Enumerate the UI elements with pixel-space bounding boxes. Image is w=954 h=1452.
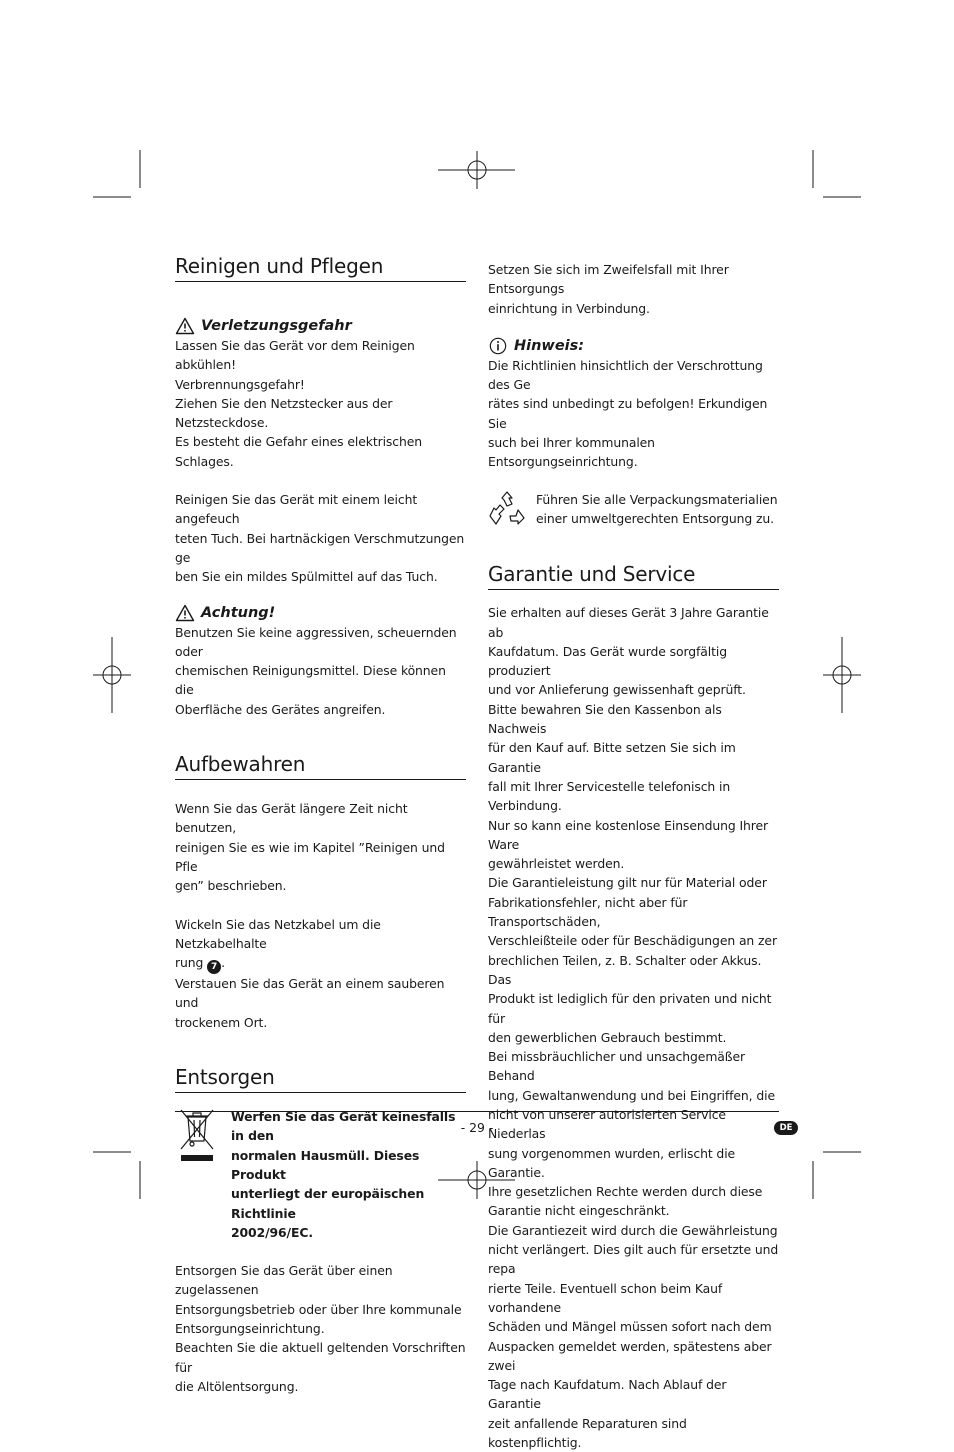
- disposal-text-continued: Setzen Sie sich im Zweifelsfall mit Ihrer Entsorgungs einrichtung in Verbindung.: [488, 262, 729, 316]
- info-icon: [488, 337, 508, 355]
- weee-text: Werfen Sie das Gerät keinesfalls in den normalen Hausmüll. Dieses Produkt unterliegt der europäischen Richtlinie 2002/96/EC.: [231, 1109, 456, 1240]
- section-title-reinigen: Reinigen und Pflegen: [175, 254, 466, 282]
- part-number-badge: 7: [207, 960, 221, 974]
- section-title-aufbewahren: Aufbewahren: [175, 752, 466, 780]
- section-title-garantie: Garantie und Service: [488, 562, 779, 590]
- warning-text: Lassen Sie das Gerät vor dem Reinigen abkühlen! Verbrennungsgefahr! Ziehen Sie den Netzstecker aus der Netzsteckdose. Es besteht die Gefahr eines elektrischen Schlages.: [175, 338, 423, 469]
- section-title-entsorgen: Entsorgen: [175, 1065, 466, 1093]
- page-number: - 29 -: [460, 1120, 494, 1135]
- hint-heading: [488, 336, 779, 356]
- disposal-text: Entsorgen Sie das Gerät über einen zugelassenen Entsorgungsbetrieb oder über Ihre kommunale Entsorgungseinrichtung. Beachten Sie die aktuell geltenden Vorschriften für die Altölentsorgung.: [175, 1263, 466, 1394]
- storage-text-1: Wenn Sie das Gerät längere Zeit nicht benutzen, reinigen Sie es wie im Kapitel ”Reinigen und Pfle gen” beschrieben.: [175, 801, 445, 894]
- left-column: [175, 254, 466, 1396]
- right-column: [488, 260, 779, 1452]
- language-badge: DE: [774, 1121, 798, 1135]
- warning-triangle-icon: [175, 604, 195, 622]
- warning-heading-text: Achtung!: [201, 604, 276, 621]
- hint-text: Die Richtlinien hinsichtlich der Verschrottung des Ge rätes sind unbedingt zu befolgen! Erkundigen Sie such bei Ihrer kommunalen Entsorgungseinrichtung.: [488, 357, 768, 470]
- recycle-notice: [488, 490, 779, 529]
- warning-heading-text: Verletzungsgefahr: [201, 318, 352, 334]
- recycle-icon: [488, 490, 526, 528]
- storage-text-2b: .: [221, 955, 225, 971]
- storage-text-2: [175, 915, 466, 975]
- caution-text: Benutzen Sie keine aggressiven, scheuernden oder chemischen Reinigungsmittel. Diese können die Oberfläche des Gerätes angreifen.: [175, 624, 457, 717]
- warning-heading-achtung: [175, 603, 466, 623]
- warranty-text: Sie erhalten auf dieses Gerät 3 Jahre Garantie ab Kaufdatum. Das Gerät wurde sorgfältig produziert und vor Anlieferung gewissenhaft geprüft. Bitte bewahren Sie den Kassenbon als Nachweis für den Kauf auf. Bitte setzen Sie sich im Garantie fall mit Ihrer Servicestelle telefonisch in Verbindung. Nur so kann eine kostenlose Einsendung Ihrer Ware gewährleistet werden. Die Garantieleistung gilt nur für Material oder Fabrikationsfehler, nicht aber für Transportschäden, Verschleißteile oder für Beschädigungen an zer brechlichen Teilen, z. B. Schalter oder Akkus. Das Produkt ist lediglich für den privaten und nicht für den gewerblichen Gebrauch bestimmt. Bei missbräuchlicher und unsachgemäßer Behand lung, Gewaltanwendung und bei Eingriffen, die nicht von unserer autorisierten Service Niederlas sung vorgenommen wurden, erlischt die Garantie. Ihre gesetzlichen Rechte werden durch diese Garantie nicht eingeschränkt. Die Garantiezeit wird durch die Gewährleistung nicht verlängert. Dies gilt auch für ersetzte und repa rierte Teile. Eventuell schon beim Kauf vorhandene Schäden und Mängel müssen sofort nach dem Auspacken gemeldet werden, spätestens aber zwei Tage nach Kaufdatum. Nach Ablauf der Garantie zeit anfallende Reparaturen sind kostenpflichtig.: [488, 605, 779, 1451]
- cleaning-text: Reinigen Sie das Gerät mit einem leicht angefeuch teten Tuch. Bei hartnäckigen Verschmutzungen ge ben Sie ein mildes Spülmittel auf das Tuch.: [175, 492, 465, 585]
- recycle-text: Führen Sie alle Verpackungsmaterialien einer umweltgerechten Entsorgung zu.: [536, 491, 778, 526]
- warning-triangle-icon: [175, 317, 195, 335]
- warning-heading-verletzungsgefahr: [175, 316, 466, 336]
- hint-heading-text: Hinweis:: [514, 337, 585, 354]
- storage-text-2a: Wickeln Sie das Netzkabel um die Netzkabelhalte rung: [175, 916, 381, 971]
- crossed-bin-icon: [179, 1107, 215, 1163]
- footer-rule: [175, 1111, 779, 1112]
- storage-text-3: Verstauen Sie das Gerät an einem sauberen und trockenem Ort.: [175, 976, 445, 1030]
